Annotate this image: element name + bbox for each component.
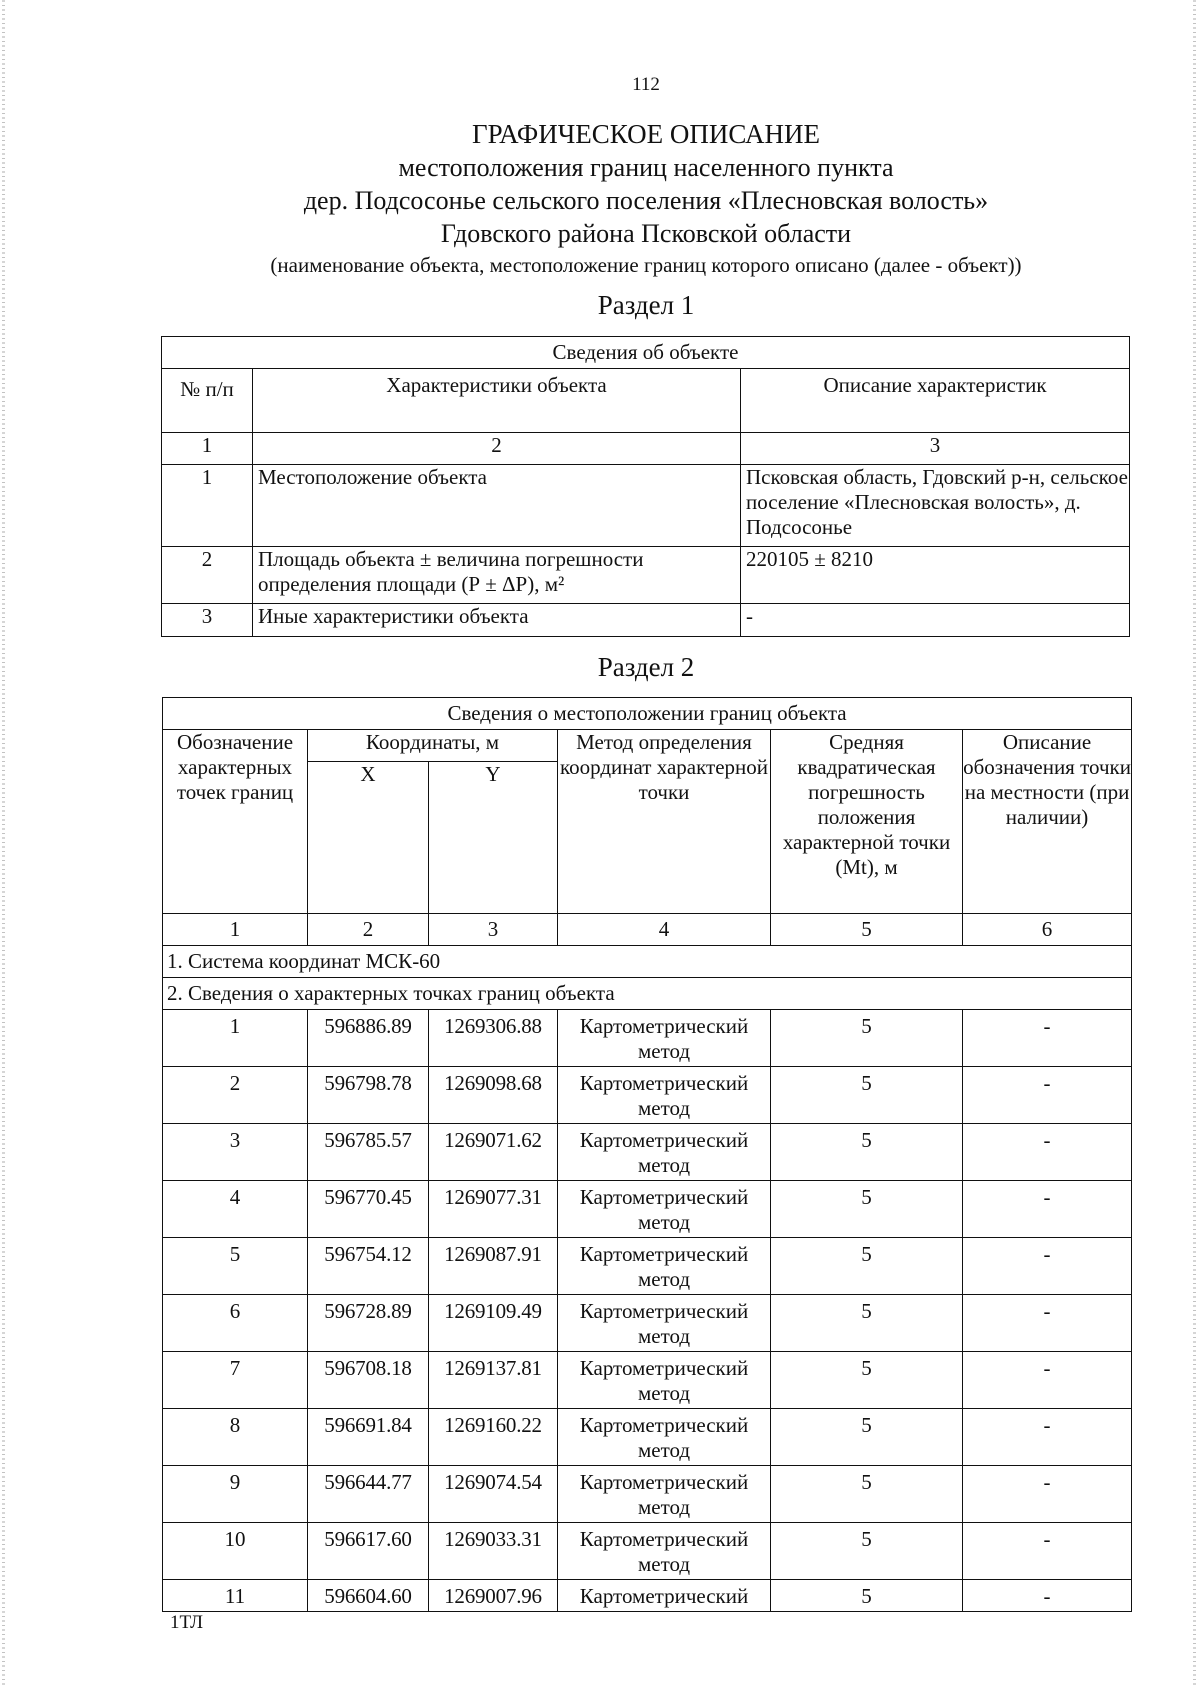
mt: 5	[771, 1580, 963, 1612]
point-description: -	[963, 1580, 1132, 1612]
point-description: -	[963, 1409, 1132, 1466]
method: Картометрический метод	[558, 1067, 771, 1124]
column-number: 4	[558, 914, 771, 946]
coord-y: 1269077.31	[429, 1181, 558, 1238]
coord-x: 596770.45	[308, 1181, 429, 1238]
coord-x: 596691.84	[308, 1409, 429, 1466]
method: Картометрический метод	[558, 1181, 771, 1238]
table-title: Сведения о местоположении границ объекта	[163, 698, 1132, 730]
column-header-number: № п/п	[162, 369, 253, 433]
mt: 5	[771, 1409, 963, 1466]
coord-x: 596798.78	[308, 1067, 429, 1124]
scan-edge-right	[1193, 0, 1196, 1686]
mt: 5	[771, 1238, 963, 1295]
coord-y: 1269033.31	[429, 1523, 558, 1580]
point-id: 5	[163, 1238, 308, 1295]
table-title: Сведения об объекте	[162, 337, 1130, 369]
column-number: 3	[429, 914, 558, 946]
column-number: 1	[162, 433, 253, 465]
point-description: -	[963, 1352, 1132, 1409]
column-number: 2	[253, 433, 741, 465]
table-row	[163, 1466, 1132, 1523]
method: Картометрический метод	[558, 1010, 771, 1067]
coord-y: 1269160.22	[429, 1409, 558, 1466]
table-row	[162, 465, 1130, 547]
title-main: ГРАФИЧЕСКОЕ ОПИСАНИЕ	[471, 119, 821, 149]
point-id: 8	[163, 1409, 308, 1466]
column-header-coordinates: Координаты, м	[308, 730, 558, 762]
method: Картометрический метод	[558, 1523, 771, 1580]
mt: 5	[771, 1523, 963, 1580]
table-row	[163, 1010, 1132, 1067]
row-description: -	[741, 604, 1130, 637]
table-row	[163, 1238, 1132, 1295]
coord-y: 1269306.88	[429, 1010, 558, 1067]
object-info-table	[161, 336, 1130, 637]
table-row	[162, 604, 1130, 637]
point-description: -	[963, 1238, 1132, 1295]
point-description: -	[963, 1067, 1132, 1124]
table-row	[163, 1352, 1132, 1409]
column-number: 2	[308, 914, 429, 946]
coord-x: 596728.89	[308, 1295, 429, 1352]
table-row	[163, 1580, 1132, 1612]
coord-y: 1269074.54	[429, 1466, 558, 1523]
scan-edge-left	[2, 0, 5, 1686]
table-row	[163, 1409, 1132, 1466]
column-header-point: Обозначение характерных точек границ	[163, 730, 308, 914]
coord-y: 1269007.96	[429, 1580, 558, 1612]
title-line-3: Гдовского района Псковской области	[440, 219, 852, 248]
method: Картометрический метод	[558, 1124, 771, 1181]
column-header-description: Описание обозначения точки на местности (при наличии)	[963, 730, 1132, 914]
method: Картометрический	[558, 1580, 771, 1612]
coord-x: 596754.12	[308, 1238, 429, 1295]
row-number: 2	[162, 547, 253, 604]
point-description: -	[963, 1466, 1132, 1523]
column-number: 6	[963, 914, 1132, 946]
coord-x: 596604.60	[308, 1580, 429, 1612]
row-number: 3	[162, 604, 253, 637]
point-description: -	[963, 1010, 1132, 1067]
column-header-error: Средняя квадратическая погрешность положения характерной точки (Mt), м	[771, 730, 963, 914]
point-description: -	[963, 1295, 1132, 1352]
point-id: 6	[163, 1295, 308, 1352]
coord-y: 1269071.62	[429, 1124, 558, 1181]
coord-x: 596886.89	[308, 1010, 429, 1067]
point-id: 9	[163, 1466, 308, 1523]
mt: 5	[771, 1067, 963, 1124]
mt: 5	[771, 1010, 963, 1067]
coordinate-system: 1. Система координат МСК-60	[163, 946, 1132, 978]
column-number: 1	[163, 914, 308, 946]
title-line-1: местоположения границ населенного пункта	[398, 153, 894, 182]
row-number: 1	[162, 465, 253, 547]
point-id: 1	[163, 1010, 308, 1067]
table-row	[163, 1181, 1132, 1238]
column-header-description: Описание характеристик	[741, 369, 1130, 433]
coord-y: 1269137.81	[429, 1352, 558, 1409]
point-id: 2	[163, 1067, 308, 1124]
section-2-heading: Раздел 2	[597, 652, 695, 682]
column-header-method: Метод определения координат характерной точки	[558, 730, 771, 914]
document-title	[160, 117, 1132, 280]
point-id: 3	[163, 1124, 308, 1181]
mt: 5	[771, 1124, 963, 1181]
table-row	[163, 1124, 1132, 1181]
boundary-points-table	[162, 697, 1132, 1612]
coord-x: 596708.18	[308, 1352, 429, 1409]
point-description: -	[963, 1124, 1132, 1181]
mt: 5	[771, 1181, 963, 1238]
mt: 5	[771, 1352, 963, 1409]
row-characteristic: Местоположение объекта	[253, 465, 741, 547]
row-description: 220105 ± 8210	[741, 547, 1130, 604]
footer-note: 1ТЛ	[170, 1612, 204, 1633]
mt: 5	[771, 1295, 963, 1352]
title-line-2: дер. Подсосонье сельского поселения «Плесновская волость»	[303, 186, 989, 215]
method: Картометрический метод	[558, 1238, 771, 1295]
method: Картометрический метод	[558, 1466, 771, 1523]
point-id: 11	[163, 1580, 308, 1612]
title-note: (наименование объекта, местоположение границ которого описано (далее - объект))	[270, 253, 1022, 277]
coord-y: 1269098.68	[429, 1067, 558, 1124]
method: Картометрический метод	[558, 1352, 771, 1409]
table-row	[163, 1295, 1132, 1352]
row-description: Псковская область, Гдовский р-н, сельское поселение «Плесновская волость», д. Подсосонье	[741, 465, 1130, 547]
coord-y: 1269087.91	[429, 1238, 558, 1295]
points-heading: 2. Сведения о характерных точках границ объекта	[163, 978, 1132, 1010]
page-number: 112	[632, 74, 660, 95]
table-row	[163, 1067, 1132, 1124]
table-row	[162, 547, 1130, 604]
row-characteristic: Иные характеристики объекта	[253, 604, 741, 637]
point-id: 7	[163, 1352, 308, 1409]
point-description: -	[963, 1523, 1132, 1580]
section-1-heading: Раздел 1	[597, 290, 695, 320]
point-description: -	[963, 1181, 1132, 1238]
column-header-x: X	[308, 762, 429, 914]
column-header-y: Y	[429, 762, 558, 914]
table-row	[163, 1523, 1132, 1580]
point-id: 4	[163, 1181, 308, 1238]
point-id: 10	[163, 1523, 308, 1580]
column-number: 3	[741, 433, 1130, 465]
column-number: 5	[771, 914, 963, 946]
method: Картометрический метод	[558, 1295, 771, 1352]
coord-x: 596644.77	[308, 1466, 429, 1523]
method: Картометрический метод	[558, 1409, 771, 1466]
mt: 5	[771, 1466, 963, 1523]
column-header-characteristic: Характеристики объекта	[253, 369, 741, 433]
coord-x: 596785.57	[308, 1124, 429, 1181]
row-characteristic: Площадь объекта ± величина погрешности определения площади (Р ± ΔР), м²	[253, 547, 741, 604]
coord-y: 1269109.49	[429, 1295, 558, 1352]
coord-x: 596617.60	[308, 1523, 429, 1580]
